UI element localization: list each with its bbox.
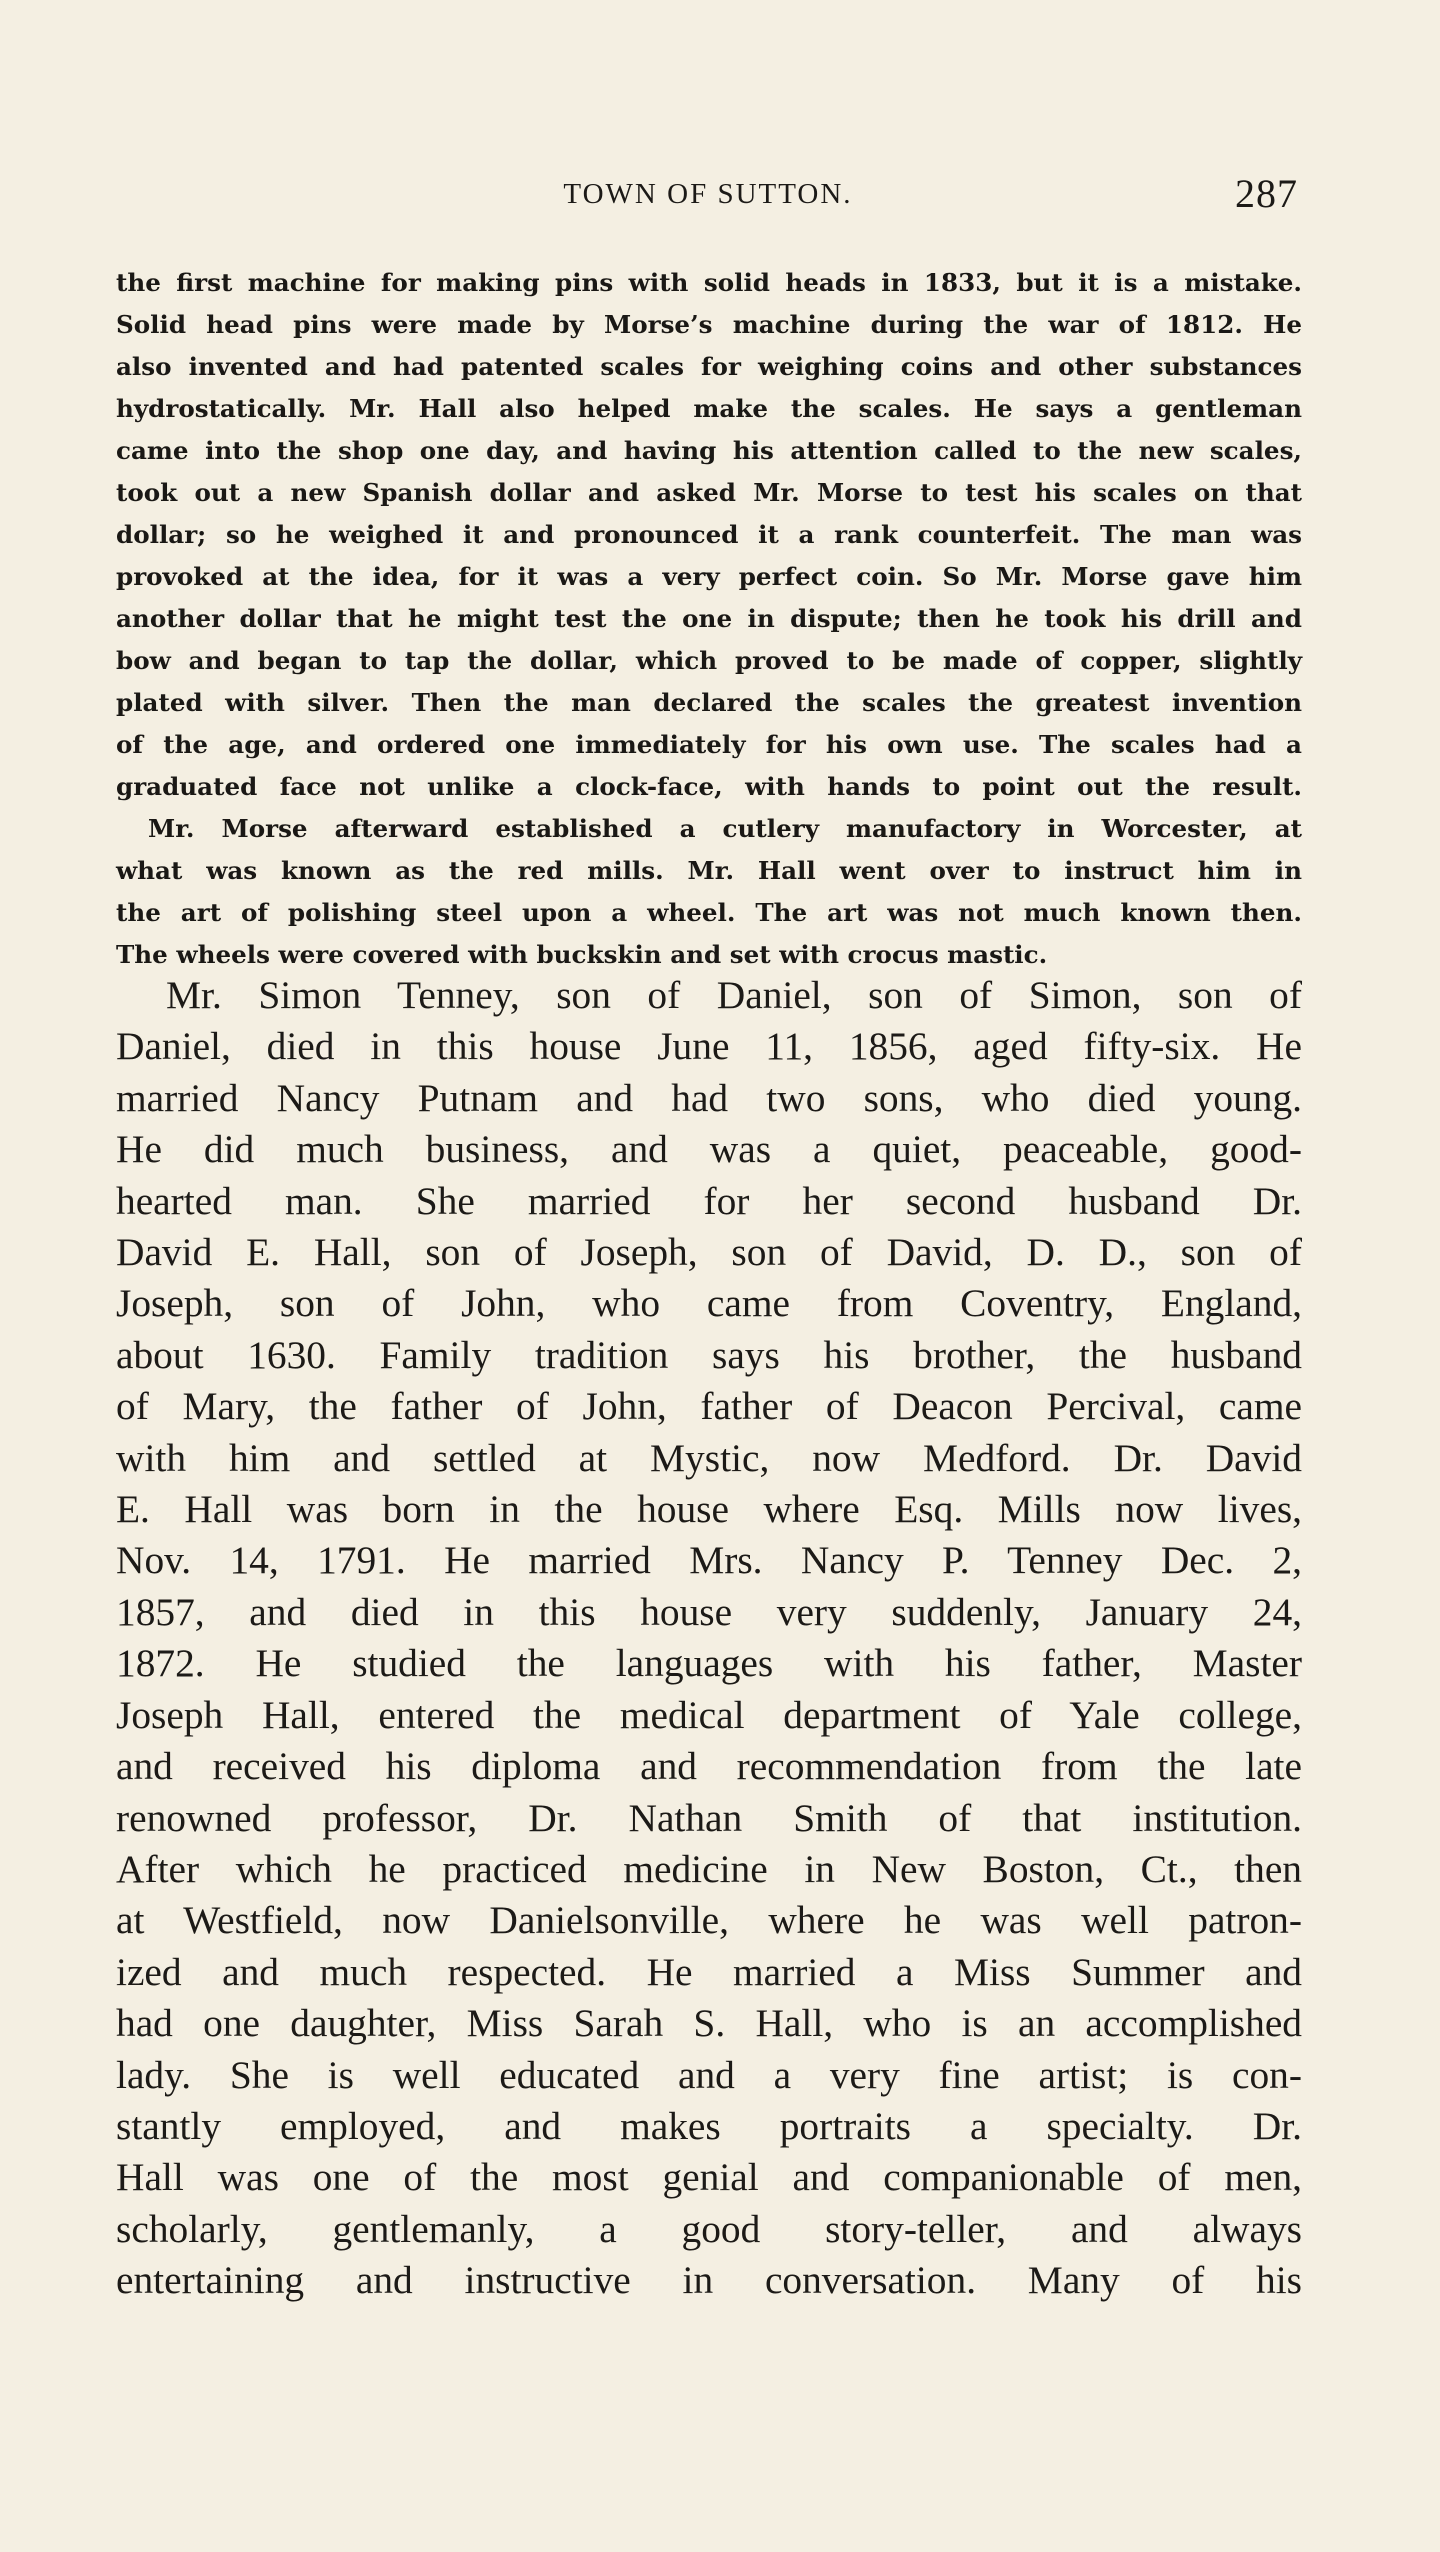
text-line: Solid head pins were made by Morse’s machine during the war of 1812. He	[116, 310, 1302, 339]
text-line: and received his diploma and recommendation from the late	[116, 1744, 1302, 1789]
text-line: hydrostatically. Mr. Hall also helped make the scales. He says a gentleman	[116, 394, 1302, 423]
text-line: of the age, and ordered one immediately for his own use. The scales had a	[116, 730, 1302, 759]
text-line: Joseph, son of John, who came from Coventry, England,	[116, 1281, 1302, 1326]
text-line: E. Hall was born in the house where Esq. Mills now lives,	[116, 1487, 1302, 1532]
text-line: lady. She is well educated and a very fine artist; is con-	[116, 2052, 1302, 2097]
text-line: provoked at the idea, for it was a very perfect coin. So Mr. Morse gave him	[116, 562, 1302, 591]
text-line: of Mary, the father of John, father of Deacon Percival, came	[116, 1384, 1302, 1429]
running-title: TOWN OF SUTTON.	[563, 178, 853, 210]
text-line: Mr. Simon Tenney, son of Daniel, son of Simon, son of	[166, 973, 1302, 1017]
text-line: 1872. He studied the languages with his father, Master	[116, 1641, 1302, 1686]
text-line: Joseph Hall, entered the medical department of Yale college,	[116, 1692, 1302, 1737]
text-line: entertaining and instructive in conversation. Many of his	[116, 2258, 1302, 2303]
text-line: what was known as the red mills. Mr. Hall went over to instruct him in	[116, 856, 1302, 885]
text-line: hearted man. She married for her second husband Dr.	[116, 1178, 1302, 1223]
text-line: Mr. Morse afterward established a cutlery manufactory in Worcester, at	[148, 814, 1302, 843]
page-number: 287	[1235, 171, 1298, 216]
text-line: about 1630. Family tradition says his brother, the husband	[116, 1332, 1302, 1377]
text-line: scholarly, gentlemanly, a good story-teller, and always	[116, 2206, 1302, 2251]
text-line: stantly employed, and makes portraits a specialty. Dr.	[116, 2103, 1302, 2148]
text-line: the art of polishing steel upon a wheel. The art was not much known then.	[116, 898, 1302, 927]
text-line: After which he practiced medicine in New Boston, Ct., then	[116, 1846, 1302, 1891]
text-line: He did much business, and was a quiet, peaceable, good-	[116, 1127, 1302, 1172]
text-line: plated with silver. Then the man declared the scales the greatest invention	[116, 688, 1302, 717]
text-line: Hall was one of the most genial and companionable of men,	[116, 2155, 1302, 2200]
text-line: married Nancy Putnam and had two sons, who died young.	[116, 1075, 1302, 1120]
text-line: with him and settled at Mystic, now Medford. Dr. David	[116, 1435, 1302, 1480]
text-line: at Westfield, now Danielsonville, where he was well patron-	[116, 1898, 1302, 1943]
text-line: also invented and had patented scales for weighing coins and other substances	[116, 352, 1302, 381]
text-line: bow and began to tap the dollar, which proved to be made of copper, slightly	[116, 646, 1302, 675]
text-line: 1857, and died in this house very suddenly, January 24,	[116, 1589, 1302, 1634]
text-line: David E. Hall, son of Joseph, son of David, D. D., son of	[116, 1230, 1302, 1275]
text-line: Daniel, died in this house June 11, 1856, aged fifty-six. He	[116, 1024, 1302, 1069]
text-line: had one daughter, Miss Sarah S. Hall, who is an accomplished	[116, 2001, 1302, 2046]
running-head	[118, 170, 1298, 220]
text-line: ized and much respected. He married a Miss Summer and	[116, 1949, 1302, 1994]
quoted-paragraph	[116, 262, 1302, 976]
text-line: another dollar that he might test the one in dispute; then he took his drill and	[116, 604, 1302, 633]
text-line: took out a new Spanish dollar and asked Mr. Morse to test his scales on that	[116, 478, 1302, 507]
text-line: Nov. 14, 1791. He married Mrs. Nancy P. Tenney Dec. 2,	[116, 1538, 1302, 1583]
text-line: came into the shop one day, and having his attention called to the new scales,	[116, 436, 1302, 465]
text-line: dollar; so he weighed it and pronounced it a rank counterfeit. The man was	[116, 520, 1302, 549]
text-line: graduated face not unlike a clock-face, with hands to point out the result.	[116, 772, 1302, 801]
text-line: renowned professor, Dr. Nathan Smith of that institution.	[116, 1795, 1302, 1840]
text-line: The wheels were covered with buckskin and set with crocus mastic.	[116, 940, 1048, 969]
main-paragraph	[116, 970, 1302, 2307]
text-line: the first machine for making pins with solid heads in 1833, but it is a mistake.	[116, 268, 1302, 297]
